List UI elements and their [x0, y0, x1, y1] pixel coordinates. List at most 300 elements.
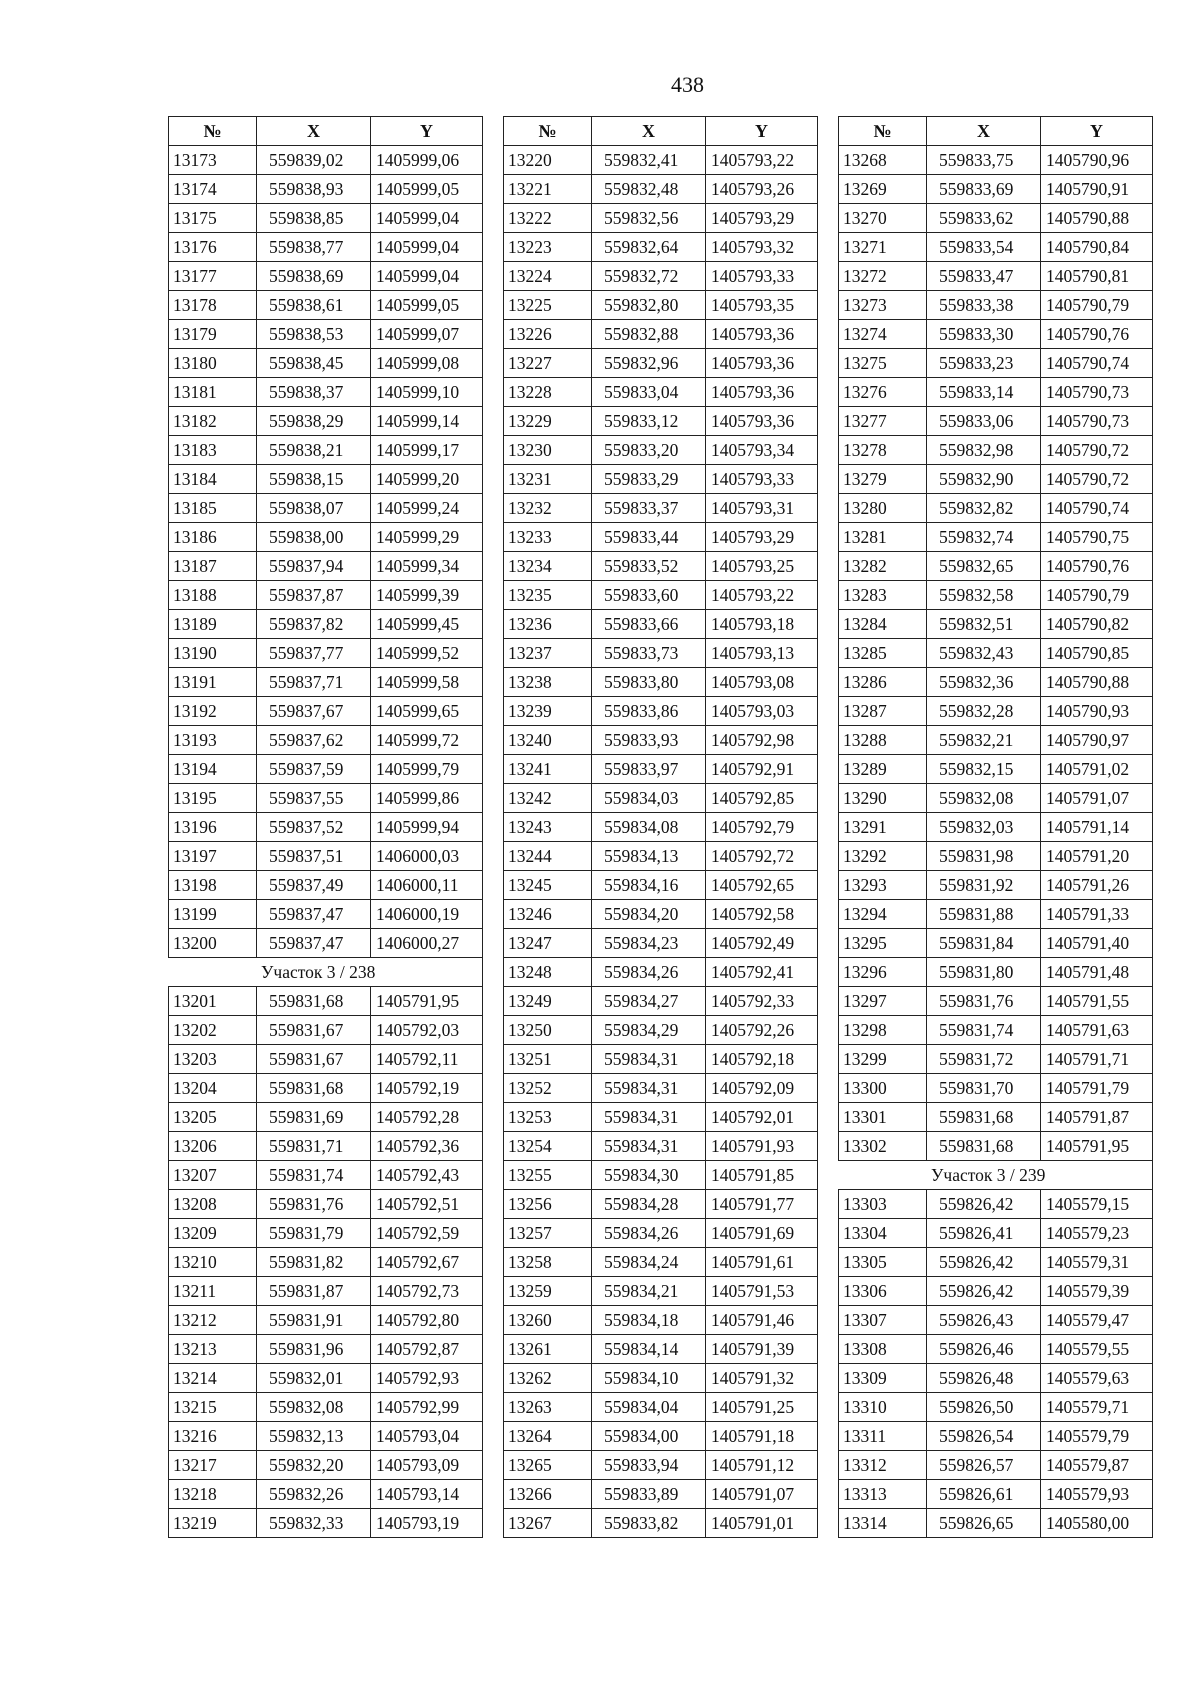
cell-num: 13192	[169, 697, 257, 726]
cell-num: 13188	[169, 581, 257, 610]
table-row	[839, 1480, 1153, 1509]
cell-x: 559831,76	[927, 987, 1041, 1016]
cell-x: 559832,58	[927, 581, 1041, 610]
cell-x: 559834,20	[592, 900, 706, 929]
cell-num: 13256	[504, 1190, 592, 1219]
cell-x: 559837,67	[257, 697, 371, 726]
table-row	[839, 1306, 1153, 1335]
cell-y: 1405792,80	[371, 1306, 483, 1335]
cell-y: 1406000,03	[371, 842, 483, 871]
cell-y: 1405792,72	[706, 842, 818, 871]
cell-x: 559832,72	[592, 262, 706, 291]
cell-num: 13312	[839, 1451, 927, 1480]
cell-x: 559833,86	[592, 697, 706, 726]
cell-num: 13247	[504, 929, 592, 958]
table-row	[169, 987, 483, 1016]
table-row	[504, 233, 818, 262]
cell-num: 13202	[169, 1016, 257, 1045]
cell-x: 559834,31	[592, 1103, 706, 1132]
cell-num: 13198	[169, 871, 257, 900]
cell-x: 559833,75	[927, 146, 1041, 175]
cell-x: 559826,42	[927, 1190, 1041, 1219]
table-row	[839, 1393, 1153, 1422]
table-row	[839, 407, 1153, 436]
cell-y: 1405579,55	[1041, 1335, 1153, 1364]
table-row	[504, 523, 818, 552]
cell-x: 559831,68	[257, 987, 371, 1016]
table-row	[504, 1132, 818, 1161]
table-row	[504, 784, 818, 813]
cell-num: 13288	[839, 726, 927, 755]
table-row	[169, 233, 483, 262]
cell-y: 1405790,82	[1041, 610, 1153, 639]
table-row	[169, 262, 483, 291]
cell-x: 559838,45	[257, 349, 371, 378]
cell-y: 1405791,48	[1041, 958, 1153, 987]
cell-num: 13211	[169, 1277, 257, 1306]
cell-y: 1405999,86	[371, 784, 483, 813]
table-row	[169, 1422, 483, 1451]
cell-x: 559826,61	[927, 1480, 1041, 1509]
table-row	[169, 1335, 483, 1364]
table-row	[504, 581, 818, 610]
cell-x: 559838,00	[257, 523, 371, 552]
cell-y: 1405999,45	[371, 610, 483, 639]
cell-num: 13298	[839, 1016, 927, 1045]
cell-y: 1405790,79	[1041, 291, 1153, 320]
cell-num: 13295	[839, 929, 927, 958]
cell-num: 13184	[169, 465, 257, 494]
cell-num: 13216	[169, 1422, 257, 1451]
cell-num: 13291	[839, 813, 927, 842]
cell-y: 1405999,72	[371, 726, 483, 755]
table-row	[839, 668, 1153, 697]
cell-x: 559832,36	[927, 668, 1041, 697]
table-row	[169, 610, 483, 639]
cell-y: 1405790,93	[1041, 697, 1153, 726]
cell-num: 13241	[504, 755, 592, 784]
cell-y: 1405999,29	[371, 523, 483, 552]
table-row	[169, 349, 483, 378]
cell-x: 559831,91	[257, 1306, 371, 1335]
cell-x: 559831,92	[927, 871, 1041, 900]
table-row	[169, 1074, 483, 1103]
table-row	[169, 1103, 483, 1132]
cell-num: 13251	[504, 1045, 592, 1074]
table-row	[169, 842, 483, 871]
cell-num: 13293	[839, 871, 927, 900]
cell-y: 1405791,95	[1041, 1132, 1153, 1161]
section-row	[839, 1161, 1153, 1190]
table-row	[839, 1335, 1153, 1364]
cell-y: 1405792,93	[371, 1364, 483, 1393]
table-row	[169, 697, 483, 726]
coordinate-tables	[168, 116, 1153, 1538]
cell-y: 1405792,19	[371, 1074, 483, 1103]
table-row	[169, 929, 483, 958]
table-row	[504, 320, 818, 349]
cell-y: 1405791,95	[371, 987, 483, 1016]
cell-x: 559833,69	[927, 175, 1041, 204]
table-row	[504, 1393, 818, 1422]
cell-y: 1405792,73	[371, 1277, 483, 1306]
cell-num: 13309	[839, 1364, 927, 1393]
table-row	[839, 639, 1153, 668]
cell-y: 1405792,26	[706, 1016, 818, 1045]
cell-x: 559833,23	[927, 349, 1041, 378]
table-row	[169, 378, 483, 407]
cell-y: 1405793,32	[706, 233, 818, 262]
table-row	[839, 900, 1153, 929]
table-row	[504, 552, 818, 581]
cell-num: 13176	[169, 233, 257, 262]
cell-y: 1405790,72	[1041, 436, 1153, 465]
cell-y: 1405579,47	[1041, 1306, 1153, 1335]
cell-x: 559837,52	[257, 813, 371, 842]
cell-x: 559832,43	[927, 639, 1041, 668]
table-row	[839, 523, 1153, 552]
table-body	[169, 146, 483, 1538]
cell-x: 559833,93	[592, 726, 706, 755]
cell-x: 559838,15	[257, 465, 371, 494]
cell-x: 559831,67	[257, 1016, 371, 1045]
cell-num: 13230	[504, 436, 592, 465]
cell-x: 559831,68	[257, 1074, 371, 1103]
table-row	[169, 1016, 483, 1045]
table-row	[504, 1074, 818, 1103]
cell-x: 559833,29	[592, 465, 706, 494]
cell-y: 1405999,20	[371, 465, 483, 494]
cell-x: 559831,74	[257, 1161, 371, 1190]
table-row	[839, 1277, 1153, 1306]
cell-x: 559833,89	[592, 1480, 706, 1509]
cell-num: 13277	[839, 407, 927, 436]
cell-num: 13283	[839, 581, 927, 610]
cell-y: 1405999,58	[371, 668, 483, 697]
cell-y: 1405791,07	[1041, 784, 1153, 813]
cell-x: 559831,71	[257, 1132, 371, 1161]
cell-num: 13213	[169, 1335, 257, 1364]
table-row	[504, 755, 818, 784]
cell-x: 559833,04	[592, 378, 706, 407]
cell-y: 1405791,26	[1041, 871, 1153, 900]
table-row	[169, 726, 483, 755]
table-row	[504, 842, 818, 871]
cell-x: 559833,66	[592, 610, 706, 639]
cell-y: 1405579,71	[1041, 1393, 1153, 1422]
cell-y: 1405999,06	[371, 146, 483, 175]
cell-x: 559832,08	[927, 784, 1041, 813]
cell-x: 559832,88	[592, 320, 706, 349]
table-row	[839, 204, 1153, 233]
cell-num: 13307	[839, 1306, 927, 1335]
cell-x: 559831,98	[927, 842, 1041, 871]
cell-num: 13227	[504, 349, 592, 378]
cell-x: 559833,62	[927, 204, 1041, 233]
cell-y: 1405999,52	[371, 639, 483, 668]
table-row	[839, 1103, 1153, 1132]
table-row	[169, 1393, 483, 1422]
cell-num: 13273	[839, 291, 927, 320]
table-row	[504, 1161, 818, 1190]
table-row	[504, 146, 818, 175]
cell-x: 559832,90	[927, 465, 1041, 494]
cell-y: 1405793,03	[706, 697, 818, 726]
table-row	[504, 262, 818, 291]
cell-x: 559833,14	[927, 378, 1041, 407]
cell-x: 559834,04	[592, 1393, 706, 1422]
cell-y: 1405579,87	[1041, 1451, 1153, 1480]
cell-x: 559837,47	[257, 900, 371, 929]
cell-x: 559834,26	[592, 1219, 706, 1248]
cell-y: 1405790,91	[1041, 175, 1153, 204]
table-row	[504, 494, 818, 523]
cell-x: 559832,01	[257, 1364, 371, 1393]
cell-num: 13245	[504, 871, 592, 900]
cell-x: 559834,23	[592, 929, 706, 958]
cell-y: 1405790,88	[1041, 668, 1153, 697]
cell-x: 559837,51	[257, 842, 371, 871]
cell-num: 13242	[504, 784, 592, 813]
cell-x: 559833,37	[592, 494, 706, 523]
cell-num: 13281	[839, 523, 927, 552]
table-row	[169, 1509, 483, 1538]
cell-y: 1405791,53	[706, 1277, 818, 1306]
cell-x: 559832,15	[927, 755, 1041, 784]
cell-num: 13182	[169, 407, 257, 436]
cell-num: 13266	[504, 1480, 592, 1509]
table-row	[504, 610, 818, 639]
cell-y: 1405793,33	[706, 262, 818, 291]
table-body	[504, 146, 818, 1538]
cell-num: 13310	[839, 1393, 927, 1422]
cell-num: 13301	[839, 1103, 927, 1132]
cell-x: 559826,57	[927, 1451, 1041, 1480]
cell-num: 13173	[169, 146, 257, 175]
cell-y: 1405792,65	[706, 871, 818, 900]
cell-num: 13313	[839, 1480, 927, 1509]
cell-x: 559833,44	[592, 523, 706, 552]
cell-y: 1405579,63	[1041, 1364, 1153, 1393]
header-row	[839, 117, 1153, 146]
table-row	[504, 204, 818, 233]
header-num: №	[504, 117, 592, 146]
cell-x: 559832,26	[257, 1480, 371, 1509]
table-row	[169, 1480, 483, 1509]
cell-num: 13265	[504, 1451, 592, 1480]
cell-y: 1405791,14	[1041, 813, 1153, 842]
cell-num: 13289	[839, 755, 927, 784]
cell-y: 1405790,88	[1041, 204, 1153, 233]
cell-x: 559832,03	[927, 813, 1041, 842]
cell-x: 559838,61	[257, 291, 371, 320]
cell-x: 559832,41	[592, 146, 706, 175]
cell-x: 559833,54	[927, 233, 1041, 262]
cell-y: 1405792,36	[371, 1132, 483, 1161]
cell-y: 1405792,87	[371, 1335, 483, 1364]
cell-y: 1405791,01	[706, 1509, 818, 1538]
table-row	[839, 1248, 1153, 1277]
cell-y: 1405791,33	[1041, 900, 1153, 929]
cell-y: 1406000,19	[371, 900, 483, 929]
cell-num: 13219	[169, 1509, 257, 1538]
table-row	[839, 987, 1153, 1016]
cell-num: 13185	[169, 494, 257, 523]
cell-x: 559837,94	[257, 552, 371, 581]
cell-y: 1405793,36	[706, 378, 818, 407]
cell-num: 13311	[839, 1422, 927, 1451]
cell-y: 1405793,29	[706, 204, 818, 233]
table-row	[839, 494, 1153, 523]
cell-num: 13238	[504, 668, 592, 697]
cell-x: 559833,12	[592, 407, 706, 436]
cell-x: 559833,97	[592, 755, 706, 784]
cell-y: 1405999,05	[371, 175, 483, 204]
table-row	[839, 378, 1153, 407]
table-row	[839, 610, 1153, 639]
cell-y: 1405792,33	[706, 987, 818, 1016]
table-row	[169, 1451, 483, 1480]
cell-num: 13201	[169, 987, 257, 1016]
table-row	[504, 1248, 818, 1277]
cell-num: 13193	[169, 726, 257, 755]
cell-x: 559834,27	[592, 987, 706, 1016]
header-num: №	[839, 117, 927, 146]
table-body	[839, 146, 1153, 1538]
cell-y: 1405793,14	[371, 1480, 483, 1509]
cell-x: 559837,55	[257, 784, 371, 813]
cell-y: 1405792,03	[371, 1016, 483, 1045]
cell-x: 559826,54	[927, 1422, 1041, 1451]
cell-y: 1405792,49	[706, 929, 818, 958]
cell-x: 559831,74	[927, 1016, 1041, 1045]
cell-num: 13189	[169, 610, 257, 639]
cell-x: 559831,69	[257, 1103, 371, 1132]
cell-x: 559833,82	[592, 1509, 706, 1538]
table-row	[169, 1190, 483, 1219]
cell-y: 1405791,02	[1041, 755, 1153, 784]
cell-num: 13294	[839, 900, 927, 929]
cell-num: 13306	[839, 1277, 927, 1306]
cell-num: 13233	[504, 523, 592, 552]
cell-y: 1405579,31	[1041, 1248, 1153, 1277]
table-row	[839, 146, 1153, 175]
cell-num: 13285	[839, 639, 927, 668]
cell-x: 559833,80	[592, 668, 706, 697]
cell-num: 13268	[839, 146, 927, 175]
table-row	[169, 320, 483, 349]
cell-num: 13183	[169, 436, 257, 465]
cell-x: 559832,33	[257, 1509, 371, 1538]
cell-y: 1406000,27	[371, 929, 483, 958]
cell-x: 559837,87	[257, 581, 371, 610]
table-row	[169, 755, 483, 784]
cell-x: 559826,48	[927, 1364, 1041, 1393]
cell-num: 13284	[839, 610, 927, 639]
cell-x: 559832,20	[257, 1451, 371, 1480]
cell-x: 559826,65	[927, 1509, 1041, 1538]
cell-y: 1405793,36	[706, 407, 818, 436]
table-row	[839, 436, 1153, 465]
table-row	[839, 175, 1153, 204]
table-row	[504, 1480, 818, 1509]
cell-x: 559834,31	[592, 1132, 706, 1161]
table-row	[839, 1190, 1153, 1219]
cell-num: 13240	[504, 726, 592, 755]
cell-y: 1405791,12	[706, 1451, 818, 1480]
table-row	[504, 1016, 818, 1045]
cell-x: 559837,47	[257, 929, 371, 958]
table-row	[504, 987, 818, 1016]
cell-y: 1405791,07	[706, 1480, 818, 1509]
table-row	[169, 291, 483, 320]
cell-num: 13190	[169, 639, 257, 668]
cell-num: 13235	[504, 581, 592, 610]
cell-y: 1405999,10	[371, 378, 483, 407]
cell-y: 1405579,23	[1041, 1219, 1153, 1248]
cell-x: 559831,87	[257, 1277, 371, 1306]
table-row	[504, 291, 818, 320]
cell-x: 559834,00	[592, 1422, 706, 1451]
cell-num: 13206	[169, 1132, 257, 1161]
cell-y: 1405792,51	[371, 1190, 483, 1219]
table-row	[169, 407, 483, 436]
cell-num: 13174	[169, 175, 257, 204]
table-row	[504, 929, 818, 958]
table-row	[504, 697, 818, 726]
cell-num: 13300	[839, 1074, 927, 1103]
cell-num: 13226	[504, 320, 592, 349]
cell-num: 13296	[839, 958, 927, 987]
cell-y: 1405790,76	[1041, 320, 1153, 349]
cell-num: 13287	[839, 697, 927, 726]
table-row	[839, 1045, 1153, 1074]
cell-num: 13278	[839, 436, 927, 465]
cell-x: 559832,28	[927, 697, 1041, 726]
cell-num: 13290	[839, 784, 927, 813]
cell-y: 1405791,85	[706, 1161, 818, 1190]
table-row	[169, 1306, 483, 1335]
cell-x: 559833,73	[592, 639, 706, 668]
cell-num: 13200	[169, 929, 257, 958]
cell-y: 1405999,05	[371, 291, 483, 320]
cell-x: 559832,98	[927, 436, 1041, 465]
table-row	[839, 1422, 1153, 1451]
cell-num: 13223	[504, 233, 592, 262]
cell-num: 13305	[839, 1248, 927, 1277]
cell-y: 1405793,31	[706, 494, 818, 523]
cell-x: 559837,62	[257, 726, 371, 755]
cell-x: 559834,21	[592, 1277, 706, 1306]
cell-num: 13203	[169, 1045, 257, 1074]
cell-y: 1405792,43	[371, 1161, 483, 1190]
cell-num: 13191	[169, 668, 257, 697]
table-row	[169, 900, 483, 929]
cell-x: 559834,16	[592, 871, 706, 900]
table-row	[504, 378, 818, 407]
table-row	[169, 871, 483, 900]
cell-y: 1405791,79	[1041, 1074, 1153, 1103]
table-row	[504, 1451, 818, 1480]
cell-x: 559837,59	[257, 755, 371, 784]
cell-y: 1405792,28	[371, 1103, 483, 1132]
cell-y: 1405999,79	[371, 755, 483, 784]
cell-x: 559832,82	[927, 494, 1041, 523]
cell-num: 13257	[504, 1219, 592, 1248]
cell-x: 559832,65	[927, 552, 1041, 581]
cell-y: 1405579,15	[1041, 1190, 1153, 1219]
cell-y: 1405791,55	[1041, 987, 1153, 1016]
